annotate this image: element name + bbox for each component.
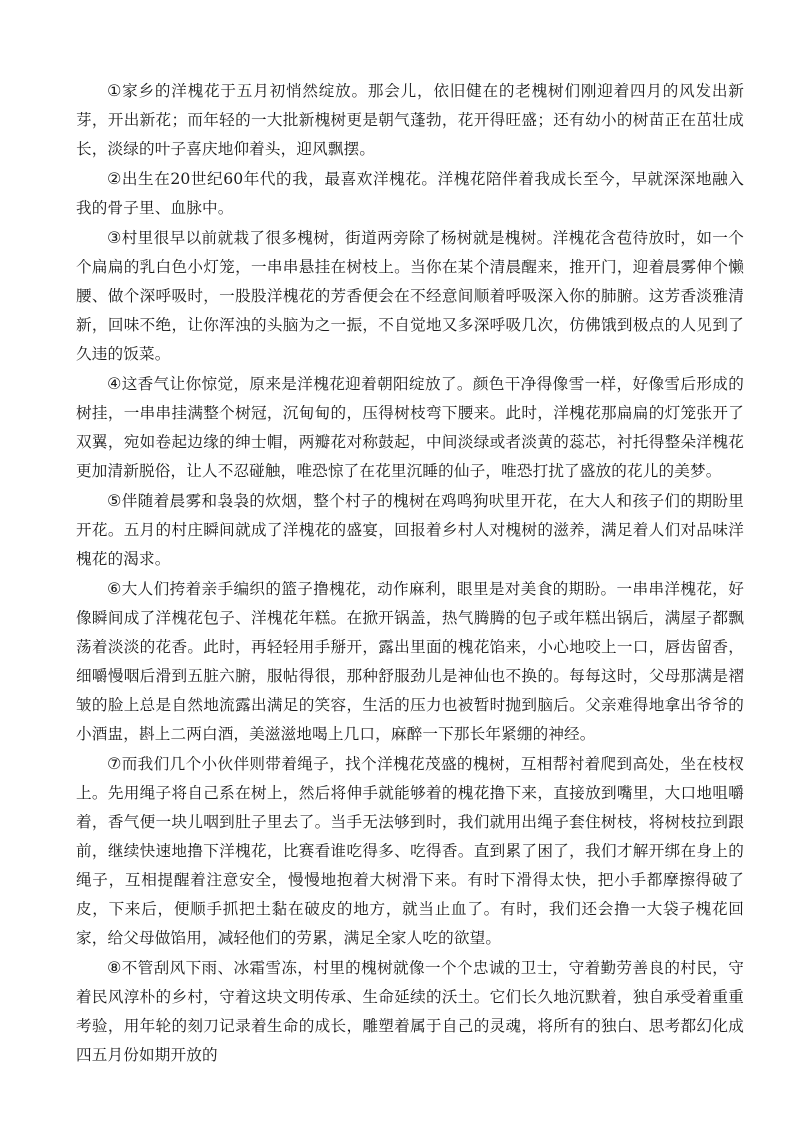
paragraph-3 — [76, 223, 744, 369]
paragraph-text: 大人们挎着亲手编织的篮子撸槐花，动作麻利，眼里是对美食的期盼。一串串洋槐花，好像瞬间成了洋槐花包子、洋槐花年糕。在掀开锅盖，热气腾腾的包子或年糕出锅后，满屋子都飘荡着淡淡的花香。此时，再轻轻用手掰开，露出里面的槐花馅来，小心地咬上一口，唇齿留香，细嚼慢咽后滑到五脏六腑，服帖得很，那种舒服劲儿是神仙也不换的。每每这时，父母那满是褶皱的脸上总是自然地流露出满足的笑容，生活的压力也被暂时抛到脑后。父亲难得地拿出爷爷的小酒盅，斟上二两白酒，美滋滋地喝上几口，麻醉一下那长年紧绷的神经。 — [76, 580, 744, 743]
paragraph-6 — [76, 574, 744, 749]
paragraph-number: ③ — [107, 228, 122, 247]
paragraph-text: 出生在20世纪60年代的我，最喜欢洋槐花。洋槐花陪伴着我成长至今，早就深深地融入我的骨子里、血脉中。 — [76, 170, 744, 217]
paragraph-number: ① — [107, 81, 123, 100]
paragraph-text: 家乡的洋槐花于五月初悄然绽放。那会儿，依旧健在的老槐树们刚迎着四月的风发出新芽，开出新花；而年轻的一大批新槐树更是朝气蓬勃，花开得旺盛；还有幼小的树苗正在茁壮成长，淡绿的叶子喜庆地仰着头，迎风飘摆。 — [76, 82, 745, 158]
paragraph-number: ⑦ — [107, 754, 122, 773]
paragraph-number: ⑥ — [107, 579, 122, 598]
paragraph-number: ② — [107, 169, 122, 188]
paragraph-text: 伴随着晨雾和袅袅的炊烟，整个村子的槐树在鸡鸣狗吠里开花，在大人和孩子们的期盼里开花。五月的村庄瞬间就成了洋槐花的盛宴，回报着乡村人对槐树的滋养，满足着人们对品味洋槐花的渴求。 — [76, 492, 744, 568]
paragraph-text: 不管刮风下雨、冰霜雪冻，村里的槐树就像一个个忠诚的卫士，守着勤劳善良的村民，守着民风淳朴的乡村，守着这块文明传承、生命延续的沃土。它们长久地沉默着，独自承受着重重考验，用年轮的刻刀记录着生命的成长，雕塑着属于自己的灵魂，将所有的独白、思考都幻化成四五月份如期开放的 — [76, 959, 744, 1064]
document-body — [76, 76, 744, 1070]
paragraph-7 — [76, 749, 744, 953]
paragraph-number: ④ — [107, 374, 122, 393]
paragraph-4 — [76, 369, 744, 486]
paragraph-1 — [76, 76, 744, 164]
paragraph-text: 而我们几个小伙伴则带着绳子，找个洋槐花茂盛的槐树，互相帮衬着爬到高处，坐在枝杈上。先用绳子将自己系在树上，然后将伸手就能够着的槐花撸下来，直接放到嘴里，大口地咀嚼着，香气便一块儿咽到肚子里去了。当手无法够到时，我们就用出绳子套住树枝，将树枝拉到跟前，继续快速地撸下洋槐花，比赛看谁吃得多、吃得香。直到累了困了，我们才解开绑在身上的绳子，互相提醒着注意安全，慢慢地抱着大树滑下来。有时下滑得太快，把小手都摩擦得破了皮，下来后，便顺手抓把土黏在破皮的地方，就当止血了。有时，我们还会撸一大袋子槐花回家，给父母做馅用，减轻他们的劳累，满足全家人吃的欲望。 — [76, 755, 744, 947]
paragraph-2 — [76, 164, 744, 223]
paragraph-text: 村里很早以前就栽了很多槐树，街道两旁除了杨树就是槐树。洋槐花含苞待放时，如一个个扁扁的乳白色小灯笼，一串串悬挂在树枝上。当你在某个清晨醒来，推开门，迎着晨雾伸个懒腰、做个深呼吸时，一股股洋槐花的芳香便会在不经意间顺着呼吸深入你的肺腑。这芳香淡雅清新，回味不绝，让你浑浊的头脑为之一振，不自觉地又多深呼吸几次，仿佛饿到极点的人见到了久违的饭菜。 — [76, 229, 744, 363]
paragraph-8 — [76, 953, 744, 1070]
paragraph-number: ⑤ — [107, 491, 122, 510]
paragraph-text: 这香气让你惊觉，原来是洋槐花迎着朝阳绽放了。颜色干净得像雪一样，好像雪后形成的树挂，一串串挂满整个树冠，沉甸甸的，压得树枝弯下腰来。此时，洋槐花那扁扁的灯笼张开了双翼，宛如卷起边缘的绅士帽，两瓣花对称鼓起，中间淡绿或者淡黄的蕊芯，衬托得整朵洋槐花更加清新脱俗，让人不忍碰触，唯恐惊了在花里沉睡的仙子，唯恐打扰了盛放的花儿的美梦。 — [76, 375, 744, 480]
paragraph-number: ⑧ — [107, 958, 122, 977]
paragraph-5 — [76, 486, 744, 574]
